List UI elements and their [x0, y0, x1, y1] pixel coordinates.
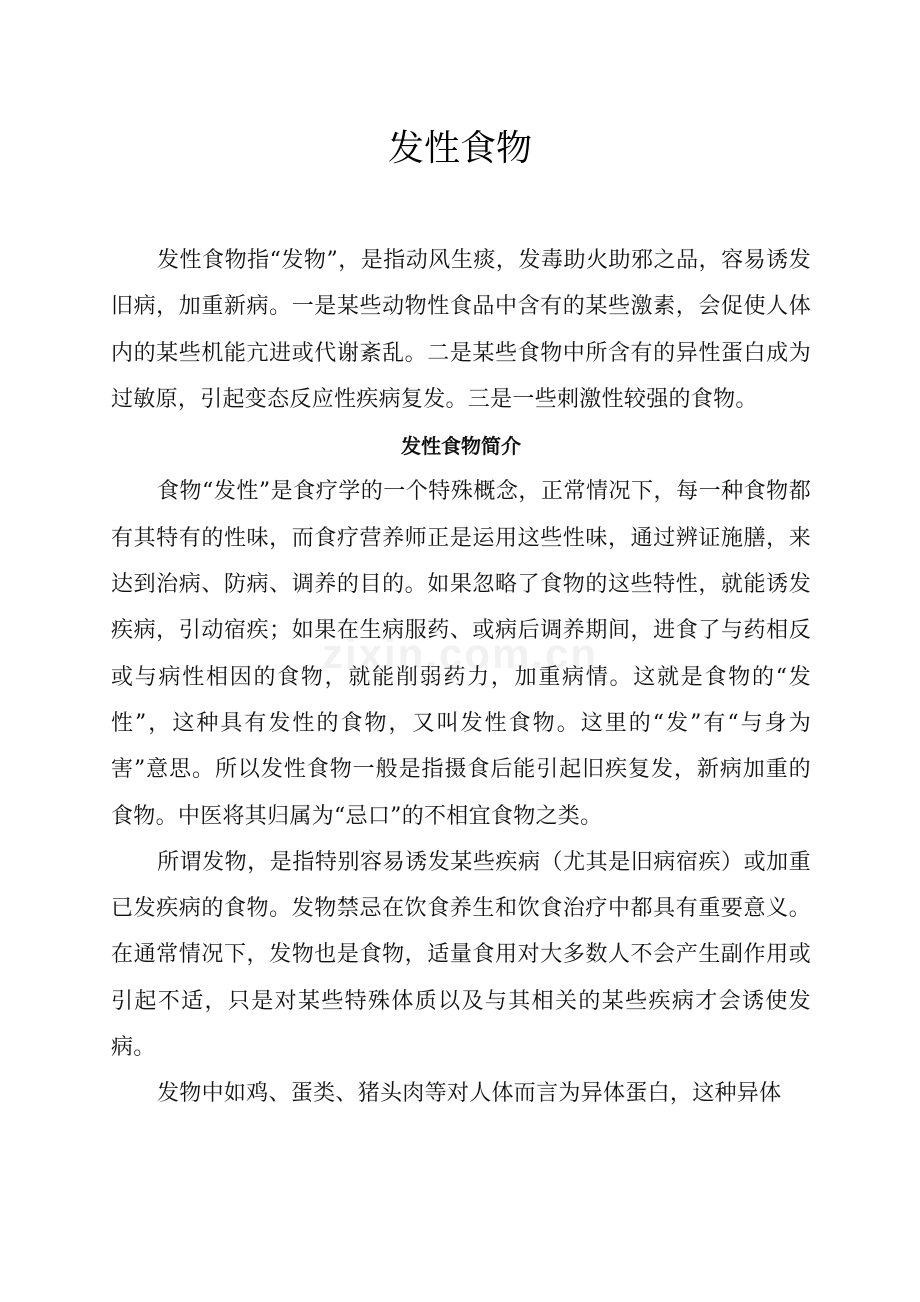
paragraph-fawu-meaning: 所谓发物，是指特别容易诱发某些疾病（尤其是旧病宿疾）或加重已发疾病的食物。发物禁忌在饮食养生和饮食治疗中都具有重要意义。在通常情况下，发物也是食物，适量食用对大多数人不会产生副作用或引起不适，只是对某些特殊体质以及与其相关的某些疾病才会诱使发病。	[111, 849, 811, 1061]
paragraph-intro: 发性食物指“发物”，是指动风生痰，发毒助火助邪之品，容易诱发旧病，加重新病。一是某些动物性食品中含有的某些激素，会促使人体内的某些机能亢进或代谢紊乱。二是某些食物中所含有的异性蛋白成为过敏原，引起变态反应性疾病复发。三是一些刺激性较强的食物。	[111, 248, 811, 412]
paragraph-examples: 发物中如鸡、蛋类、猪头肉等对人体而言为异体蛋白，这种异体	[157, 1081, 782, 1107]
document-body	[111, 238, 811, 1118]
document-title: 发性食物	[387, 128, 532, 169]
paragraph-definition: 食物“发性”是食疗学的一个特殊概念，正常情况下，每一种食物都有其特有的性味，而食疗营养师正是运用这些性味，通过辨证施膳，来达到治病、防病、调养的目的。如果忽略了食物的这些特性，就能诱发疾病，引动宿疾；如果在生病服药、或病后调养期间，进食了与药相反或与病性相因的食物，就能削弱药力，加重病情。这就是食物的“发性”，这种具有发性的食物，又叫发性食物。这里的“发”有“与身为害”意思。所以发性食物一般是指摄食后能引起旧疾复发，新病加重的食物。中医将其归属为“忌口”的不相宜食物之类。	[111, 479, 811, 829]
watermark: zixin.com.cn	[321, 630, 599, 677]
section-heading: 发性食物简介	[401, 434, 521, 459]
